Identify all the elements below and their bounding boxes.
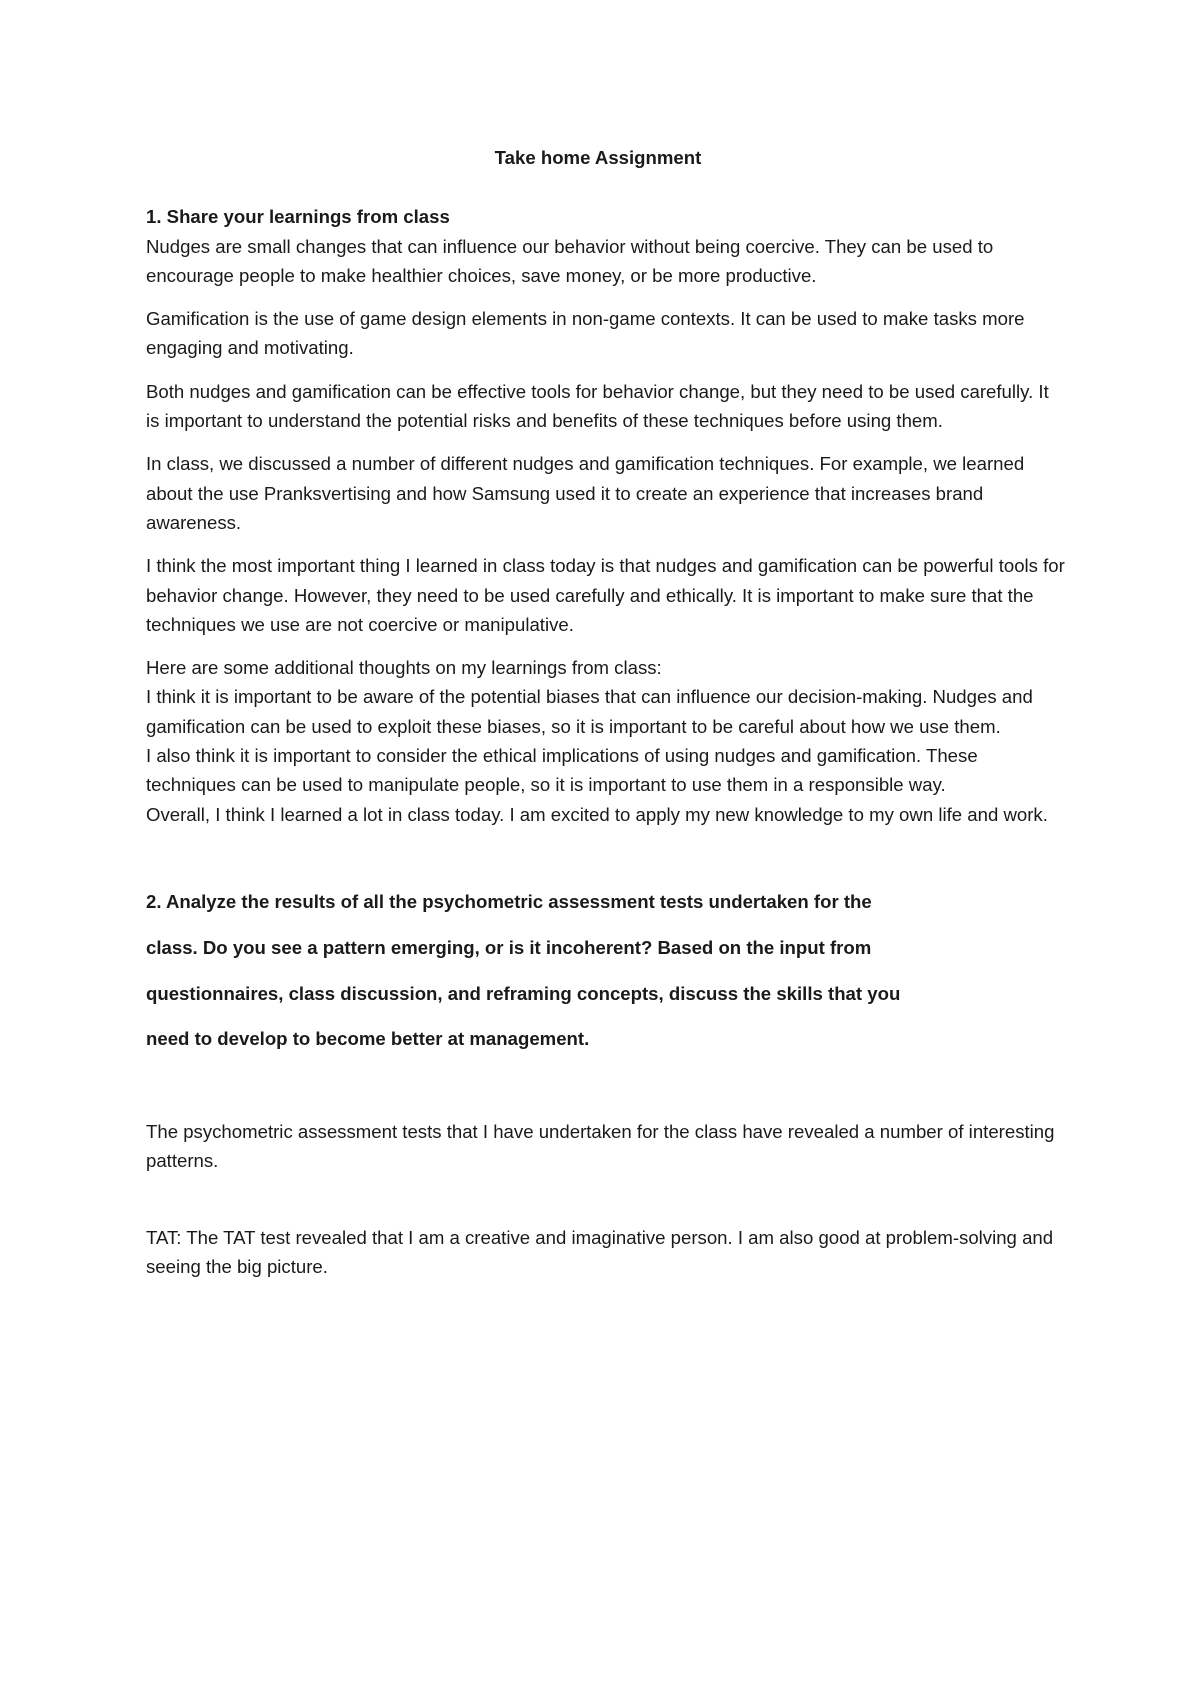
question2-line-4: need to develop to become better at management. xyxy=(146,1028,590,1050)
additional-thoughts-intro: Here are some additional thoughts on my learnings from class: xyxy=(146,657,662,679)
section-spacer xyxy=(146,1176,1066,1223)
paragraph-behavior-change: Both nudges and gamification can be effective tools for behavior change, but they need to be used carefully. It is important to understand the potential risks and benefits of these techniques before using them. xyxy=(146,380,1049,432)
paragraph-tat: TAT: The TAT test revealed that I am a creative and imaginative person. I am also good at problem-solving and seeing the big picture. xyxy=(146,1226,1054,1278)
section1-heading: 1. Share your learnings from class xyxy=(146,206,450,228)
section-spacer xyxy=(146,1070,1066,1117)
question2-line-3: questionnaires, class discussion, and reframing concepts, discuss the skills that you xyxy=(146,982,901,1004)
paragraph-nudges: Nudges are small changes that can influence our behavior without being coercive. They can be used to encourage people to make healthier choices, save money, or be more productive. xyxy=(146,235,994,286)
additional-thought-biases: I think it is important to be aware of the potential biases that can influence our decision-making. Nudges and gamification can be used to exploit these biases, so it is important to be careful about how we use them. xyxy=(146,686,1033,737)
document-body xyxy=(146,143,1066,1281)
paragraph-most-important: I think the most important thing I learned in class today is that nudges and gamification can be powerful tools for behavior change. However, they need to be used carefully and ethically. It is important to make sure that the techniques we use are not coercive or manipulative. xyxy=(146,555,1065,635)
paragraph-gamification: Gamification is the use of game design elements in non-game contexts. It can be used to make tasks more engaging and motivating. xyxy=(146,308,1025,359)
document-title: Take home Assignment xyxy=(494,147,702,168)
question2-line-1: 2. Analyze the results of all the psychometric assessment tests undertaken for the xyxy=(146,890,872,912)
additional-thought-ethics: I also think it is important to consider the ethical implications of using nudges and gamification. These techniques can be used to manipulate people, so it is important to use them in a responsible way. xyxy=(146,745,978,796)
paragraph-class-discussion: In class, we discussed a number of different nudges and gamification techniques. For example, we learned about the use Pranksvertising and how Samsung used it to create an experience that increases brand awareness. xyxy=(146,453,1025,533)
additional-thought-overall: Overall, I think I learned a lot in class today. I am excited to apply my new knowledge to my own life and work. xyxy=(146,803,1048,825)
paragraph-psychometric-intro: The psychometric assessment tests that I have undertaken for the class have revealed a number of interesting patterns. xyxy=(146,1121,1055,1172)
section-spacer xyxy=(146,829,1066,887)
question2-line-2: class. Do you see a pattern emerging, or is it incoherent? Based on the input from xyxy=(146,936,872,958)
